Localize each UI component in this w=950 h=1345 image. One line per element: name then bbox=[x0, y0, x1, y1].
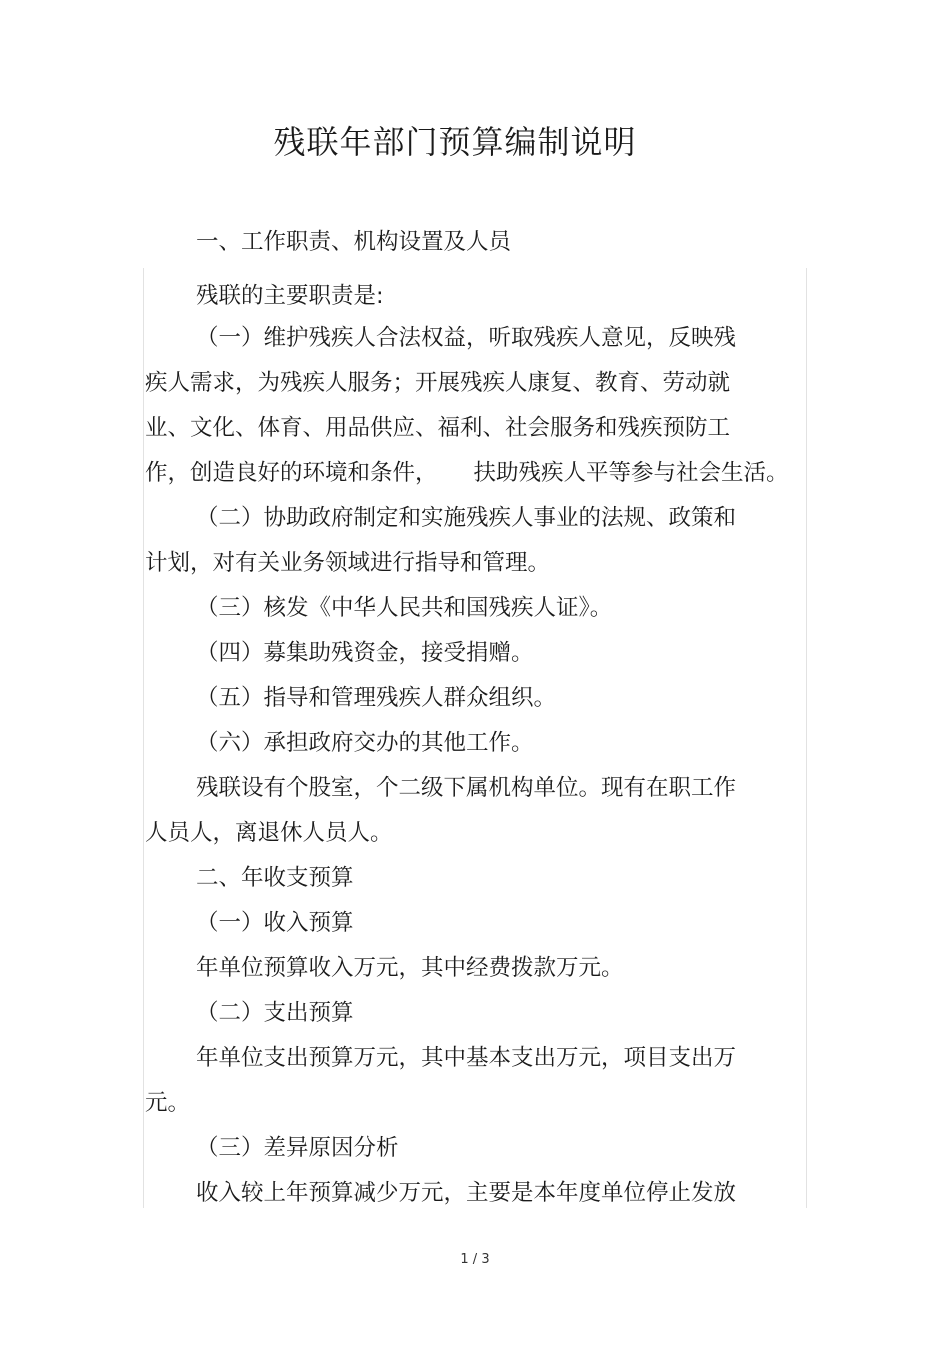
expense-line-1: 年单位支出预算万元，其中基本支出万元，项目支出万 bbox=[196, 1045, 737, 1071]
expense-line-2: 元。 bbox=[145, 1090, 191, 1116]
page-frame-right-border bbox=[806, 268, 807, 1208]
page-number: 1 / 3 bbox=[460, 1252, 490, 1267]
duty-1-line-4-part-a: 作，创造良好的环境和条件， bbox=[145, 460, 438, 486]
difference-heading: （三）差异原因分析 bbox=[196, 1135, 399, 1161]
duty-3: （三）核发《中华人民共和国残疾人证》。 bbox=[196, 595, 613, 621]
income-heading: （一）收入预算 bbox=[196, 910, 354, 936]
duty-1-line-3: 业、文化、体育、用品供应、福利、社会服务和残疾预防工 bbox=[145, 415, 731, 441]
duty-2-line-2: 计划，对有关业务领域进行指导和管理。 bbox=[145, 550, 551, 576]
document-title: 残联年部门预算编制说明 bbox=[273, 123, 637, 161]
difference-text: 收入较上年预算减少万元，主要是本年度单位停止发放 bbox=[196, 1180, 737, 1206]
duty-1-line-4 bbox=[145, 457, 789, 489]
income-text: 年单位预算收入万元，其中经费拨款万元。 bbox=[196, 955, 624, 981]
duty-5: （五）指导和管理残疾人群众组织。 bbox=[196, 685, 557, 711]
duty-2-line-1: （二）协助政府制定和实施残疾人事业的法规、政策和 bbox=[196, 505, 737, 531]
expense-heading: （二）支出预算 bbox=[196, 1000, 354, 1026]
duty-1-line-2: 疾人需求，为残疾人服务；开展残疾人康复、教育、劳动就 bbox=[145, 370, 731, 396]
duty-1-line-1: （一）维护残疾人合法权益，听取残疾人意见，反映残 bbox=[196, 325, 737, 351]
duty-1-line-4-part-b: 扶助残疾人平等参与社会生活。 bbox=[473, 460, 789, 486]
page-frame-left-border bbox=[143, 268, 144, 1208]
section-heading-duties: 一、工作职责、机构设置及人员 bbox=[196, 229, 512, 255]
duties-intro: 残联的主要职责是: bbox=[196, 283, 384, 309]
org-line-2: 人员人，离退休人员人。 bbox=[145, 820, 393, 846]
duty-6: （六）承担政府交办的其他工作。 bbox=[196, 730, 534, 756]
section-heading-budget: 二、年收支预算 bbox=[196, 865, 354, 891]
duty-4: （四）募集助残资金，接受捐赠。 bbox=[196, 640, 534, 666]
org-line-1: 残联设有个股室，个二级下属机构单位。现有在职工作 bbox=[196, 775, 737, 801]
